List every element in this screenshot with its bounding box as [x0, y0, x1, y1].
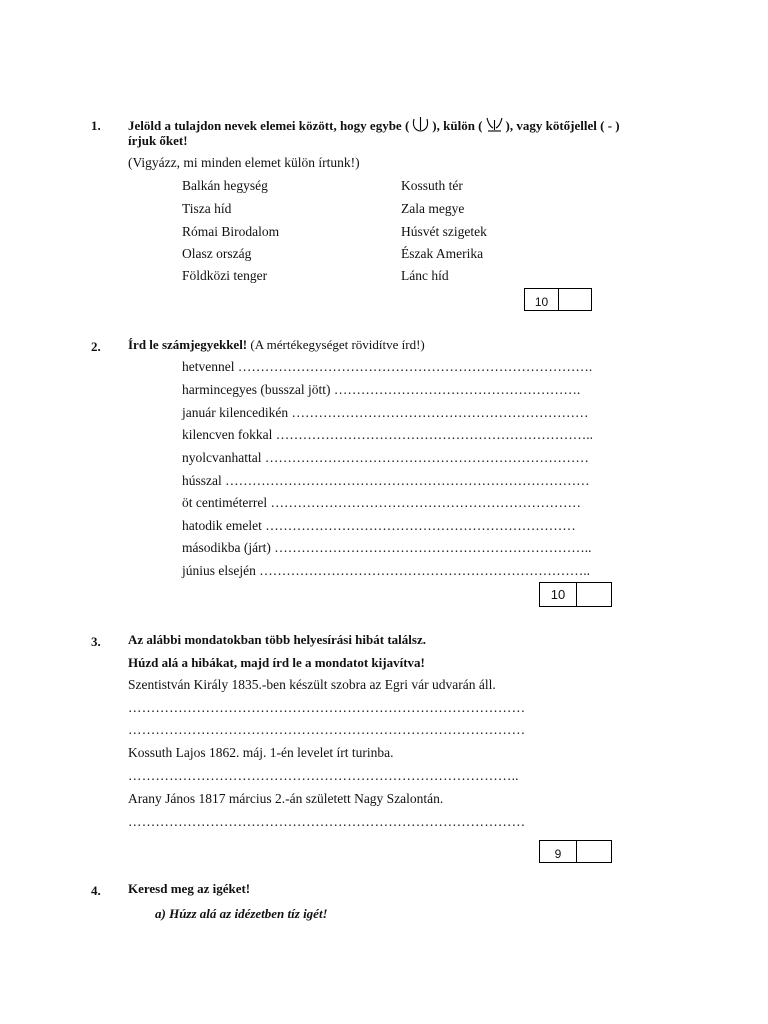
q3-answer-line[interactable]: ……………………………………………………………………………: [128, 722, 526, 737]
question-1-title-line2: írjuk őket!: [128, 133, 188, 148]
question-2-title: [128, 337, 425, 353]
question-3-number: 3.: [91, 634, 101, 649]
q1-right-item: Húsvét szigetek: [401, 224, 487, 239]
q2-fill-line[interactable]: hatodik emelet ……………………………………………………………: [182, 518, 576, 533]
q1-left-item: Olasz ország: [182, 246, 252, 261]
q3-points-field[interactable]: [577, 841, 611, 862]
q3-sentence: Arany János 1817 március 2.-án született Nagy Szalontán.: [128, 791, 444, 806]
question-3-subtitle: Húzd alá a hibákat, majd írd le a mondatot kijavítva!: [128, 655, 425, 670]
q2-fill-line[interactable]: január kilencedikén …………………………………………………………: [182, 405, 589, 420]
q2-fill-line[interactable]: hetvennel …………………………………………………………………….: [182, 359, 593, 374]
q3-score-box: [539, 840, 612, 863]
q1-left-item: Balkán hegység: [182, 178, 268, 193]
together-mark-icon: [411, 116, 430, 133]
question-1-title: [128, 116, 620, 134]
q1-left-item: Tisza híd: [182, 201, 232, 216]
q2-title-normal: (A mértékegységet rövidítve írd!): [247, 337, 425, 352]
q1-left-item: Földközi tenger: [182, 268, 268, 283]
q1-title-part1: Jelöld a tulajdon nevek elemei között, hogy egybe (: [128, 118, 410, 133]
question-4-number: 4.: [91, 883, 101, 898]
q1-right-item: Zala megye: [401, 201, 465, 216]
q2-fill-line[interactable]: öt centiméterrel ……………………………………………………………: [182, 495, 581, 510]
question-1-number: 1.: [91, 118, 101, 133]
q3-answer-line[interactable]: ……………………………………………………………………………: [128, 700, 526, 715]
q2-fill-line[interactable]: június elsején ………………………………………………………………..: [182, 563, 590, 578]
q3-max-points: 9: [540, 841, 577, 862]
q2-fill-line[interactable]: harmincegyes (busszal jött) ……………………………………………….: [182, 382, 581, 397]
q1-score-box: [524, 288, 592, 311]
q1-title-part2: ), külön (: [432, 118, 483, 133]
q2-score-box: [539, 582, 612, 607]
question-3-title: Az alábbi mondatokban több helyesírási hibát találsz.: [128, 632, 426, 647]
question-2-number: 2.: [91, 339, 101, 354]
q1-right-item: Észak Amerika: [401, 246, 484, 261]
q2-title-bold: Írd le számjegyekkel!: [128, 337, 248, 352]
q3-sentence: Szentistván Király 1835.-ben készült szobra az Egri vár udvarán áll.: [128, 677, 496, 692]
q3-sentence: Kossuth Lajos 1862. máj. 1-én levelet írt turinba.: [128, 745, 394, 760]
separate-mark-icon: [485, 116, 504, 133]
q2-fill-line[interactable]: kilencven fokkal ……………………………………………………………..: [182, 427, 593, 442]
q2-max-points: 10: [540, 583, 577, 606]
q3-answer-line[interactable]: ……………………………………………………………………………: [128, 814, 526, 829]
q2-points-field[interactable]: [577, 583, 611, 606]
q1-left-item: Római Birodalom: [182, 224, 280, 239]
q2-fill-line[interactable]: másodikba (járt) ……………………………………………………………..: [182, 540, 592, 555]
q1-points-field[interactable]: [559, 289, 591, 310]
q3-answer-line[interactable]: …………………………………………………………………………..: [128, 768, 519, 783]
q2-fill-line[interactable]: hússzal ………………………………………………………………………: [182, 473, 590, 488]
q1-title-part3: ), vagy kötőjellel ( - ): [505, 118, 620, 133]
q1-right-item: Kossuth tér: [401, 178, 463, 193]
question-4-title: Keresd meg az igéket!: [128, 881, 251, 896]
q2-fill-line[interactable]: nyolcvanhattal ………………………………………………………………: [182, 450, 589, 465]
question-4-sub-a: a) Húzz alá az idézetben tíz igét!: [155, 906, 328, 921]
q1-right-item: Lánc híd: [401, 268, 449, 283]
question-1-note: (Vigyázz, mi minden elemet külön írtunk!): [128, 155, 360, 170]
q1-max-points: 10: [525, 289, 559, 310]
